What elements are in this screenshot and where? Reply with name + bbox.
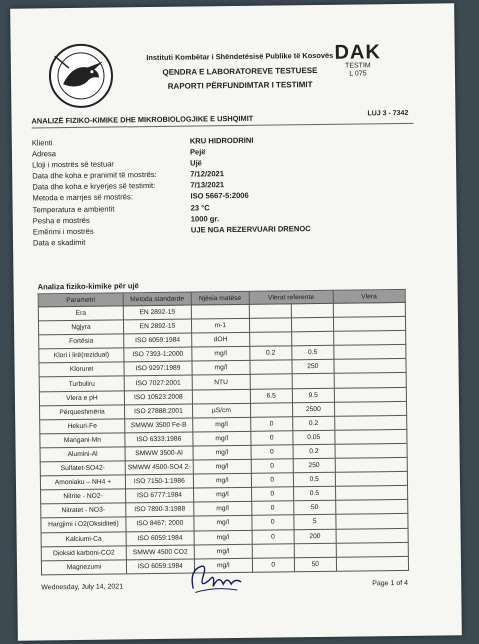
cell-method: ISO 6059:1984 — [124, 333, 192, 348]
cell-value — [335, 472, 407, 487]
cell-ref-max: 0.2 — [292, 416, 334, 431]
cell-method: SMWW 3500 Fe-B — [125, 418, 193, 433]
cell-unit — [192, 389, 250, 404]
cell-method: SMWW 4500-SO4 2- — [125, 460, 193, 475]
cell-parameter: Nitrite - NO2- — [41, 489, 126, 504]
cell-ref-min — [249, 304, 291, 319]
cell-ref-min: 0 — [252, 501, 294, 516]
cell-value — [334, 359, 406, 374]
cell-value — [334, 401, 406, 416]
cell-ref-max: 250 — [293, 458, 335, 473]
signature-icon — [185, 558, 245, 599]
footer-date: Wednesday, July 14, 2021 — [41, 583, 124, 592]
cell-method: EN 2892-15 — [123, 305, 191, 320]
cell-ref-max: 50 — [294, 557, 336, 572]
cell-method: ISO 10523:2008 — [124, 390, 192, 405]
cell-method: ISO 6059:1984 — [126, 531, 194, 546]
cell-method: ISO 7150-1:1986 — [125, 474, 193, 489]
cell-parameter: Klori i lirë(rezidual) — [39, 348, 124, 363]
cell-unit: mg/l — [192, 417, 250, 432]
info-key: Temperatura e ambientit — [32, 204, 115, 215]
header-method: Metoda standarde — [123, 292, 191, 306]
cell-ref-max: 0.2 — [293, 444, 335, 459]
cell-method: ISO 9297:1989 — [124, 361, 192, 376]
info-key: Data dhe koha e pranimit të mostrës: — [32, 170, 157, 181]
cell-parameter: Hekuri-Fe — [40, 419, 125, 434]
cell-unit: mg/l — [193, 431, 251, 446]
section-title: ANALIZË FIZIKO-KIMIKE DHE MIKROBIOLOGJIKE E USHQIMIT — [31, 113, 254, 126]
header-reference: Vlerat referente — [249, 290, 333, 304]
info-key: Data dhe koha e kryerjes së testimit: — [32, 181, 156, 192]
cell-ref-min: 0 — [252, 557, 294, 572]
dak-logo-sub2: L 075 — [349, 70, 367, 78]
cell-ref-max — [291, 317, 333, 332]
analysis-table — [38, 289, 409, 575]
cell-parameter: Ngjyra — [38, 320, 123, 335]
cell-unit: mg/l — [193, 445, 251, 460]
cell-ref-max: 0.5 — [293, 487, 335, 502]
info-value: UJE NGA REZERVUARI DRENOC — [190, 223, 311, 235]
info-value: ISO 5667-5:2006 — [190, 191, 249, 202]
cell-value — [333, 302, 405, 317]
dak-accreditation-logo — [331, 42, 385, 79]
cell-unit: dOH — [191, 333, 249, 348]
cell-parameter: Fortësia — [39, 334, 124, 349]
cell-method: EN 2892-15 — [123, 319, 191, 334]
info-key: Adresa — [31, 149, 57, 159]
lab-name: QENDRA E LABORATOREVE TESTUESE — [162, 65, 318, 77]
table-body — [38, 302, 408, 574]
cell-value — [336, 542, 408, 557]
cell-ref-min — [249, 318, 291, 333]
cell-unit: mg/l — [194, 516, 252, 531]
cell-value — [336, 528, 408, 543]
cell-parameter: Kalciumi-Ca — [41, 531, 126, 546]
cell-ref-min — [249, 332, 291, 347]
cell-ref-min: 0 — [251, 473, 293, 488]
cell-method: ISO 6333:1986 — [125, 432, 193, 447]
cell-ref-max: 2500 — [292, 402, 334, 417]
info-value: Pejë — [189, 147, 206, 157]
cell-unit — [191, 304, 249, 319]
cell-unit: mg/l — [192, 347, 250, 362]
institute-logo-icon — [47, 41, 116, 110]
cell-value — [336, 500, 408, 515]
report-page — [10, 3, 462, 640]
cell-value — [335, 443, 407, 458]
cell-parameter: Era — [38, 306, 123, 321]
cell-value — [336, 556, 408, 571]
cell-ref-max — [294, 543, 336, 558]
cell-value — [336, 514, 408, 529]
cell-value — [334, 415, 406, 430]
cell-method: ISO 7027:2001 — [124, 376, 192, 391]
reference-number: LUJ 3 - 7342 — [367, 109, 409, 118]
cell-value — [334, 387, 406, 402]
info-key: Pesha e mostrës — [32, 215, 90, 226]
cell-value — [335, 486, 407, 501]
cell-unit: mg/l — [194, 530, 252, 545]
cell-method: ISO 8467: 2000 — [126, 516, 194, 531]
cell-ref-max: 0.5 — [292, 346, 334, 361]
cell-unit: mg/l — [193, 459, 251, 474]
info-value: 23 °C — [190, 202, 210, 213]
header-unit: Njësia matëse — [191, 291, 249, 305]
cell-ref-min — [250, 360, 292, 375]
cell-parameter: Hargjimi i O2(Oksiditeti) — [41, 517, 126, 532]
cell-ref-min: 0 — [251, 445, 293, 460]
cell-value — [334, 373, 406, 388]
cell-ref-max: 250 — [292, 360, 334, 375]
info-key: Lloji i mostrës së testuar — [32, 159, 114, 170]
cell-ref-max: 50 — [294, 501, 336, 516]
cell-ref-min: 0 — [252, 515, 294, 530]
cell-unit: NTU — [192, 375, 250, 390]
sample-info — [31, 135, 311, 249]
cell-ref-min: 0 — [251, 431, 293, 446]
cell-parameter: Kloruret — [39, 362, 124, 377]
cell-unit: mg/l — [194, 502, 252, 517]
table-title: Analiza fiziko-kimike për ujë — [37, 281, 139, 292]
header-value: Vlera — [333, 289, 405, 303]
cell-unit: mg/l — [194, 558, 252, 573]
cell-value — [333, 331, 405, 346]
cell-unit: mg/l — [193, 488, 251, 503]
cell-parameter: Sulfatet-SO42- — [40, 461, 125, 476]
cell-ref-min — [252, 543, 294, 558]
cell-method: ISO 6777:1984 — [126, 488, 194, 503]
cell-ref-max: 0.05 — [293, 430, 335, 445]
info-key: Data e skadimit — [32, 237, 86, 248]
cell-method: ISO 7393-1:2000 — [124, 347, 192, 362]
info-key: Emërimi i mostrës — [32, 226, 94, 237]
cell-unit: mg/l — [193, 473, 251, 488]
cell-unit: m-1 — [191, 318, 249, 333]
cell-value — [335, 457, 407, 472]
info-value: Ujë — [190, 158, 202, 168]
cell-ref-max — [291, 303, 333, 318]
cell-unit: mg/l — [192, 361, 250, 376]
cell-unit: µS/cm — [192, 403, 250, 418]
cell-parameter: Vlera e pH — [39, 390, 124, 405]
cell-ref-min: 6.5 — [250, 388, 292, 403]
cell-ref-max: 200 — [294, 529, 336, 544]
cell-ref-min: 0 — [251, 487, 293, 502]
cell-parameter: Turbuliru — [39, 376, 124, 391]
header-parameter: Parametri — [38, 293, 123, 307]
cell-ref-min — [250, 374, 292, 389]
cell-parameter: Magnezumi — [41, 560, 126, 575]
cell-method: SMWW 4500 CO2 — [126, 545, 194, 560]
info-value: 7/13/2021 — [190, 180, 225, 190]
dak-logo-sub1: TESTIM — [344, 62, 371, 70]
dak-logo-text: DAK — [334, 41, 382, 64]
info-key: Klienti — [31, 138, 53, 148]
cell-method: ISO 27888:2001 — [124, 404, 192, 419]
cell-parameter: Nitratet - NO3- — [41, 503, 126, 518]
cell-method: ISO 7890-3:1988 — [126, 502, 194, 517]
cell-parameter: Amoniaku – NH4 + — [40, 475, 125, 490]
cell-method: SMWW 3500-Al — [125, 446, 193, 461]
info-key: Metoda e marrjes së mostrës: — [32, 192, 133, 203]
cell-unit: mg/l — [194, 544, 252, 559]
cell-ref-min: 0 — [252, 529, 294, 544]
cell-parameter: Dioksid karboni-CO2 — [41, 545, 126, 560]
footer-page: Page 1 of 4 — [372, 579, 409, 588]
cell-ref-min: 0 — [251, 459, 293, 474]
info-value: 7/12/2021 — [190, 169, 225, 179]
cell-ref-max — [291, 331, 333, 346]
institute-name: Instituti Kombëtar i Shëndetësisë Publike të Kosovës — [146, 50, 334, 63]
cell-parameter: Përqueshmëria — [40, 405, 125, 420]
cell-parameter: Mangani-Mn — [40, 433, 125, 448]
info-value: KRU HIDRODRINI — [189, 135, 254, 146]
cell-ref-min — [250, 402, 292, 417]
cell-parameter: Alumini-Al — [40, 447, 125, 462]
cell-ref-min: 0.2 — [250, 346, 292, 361]
cell-ref-max — [292, 374, 334, 389]
cell-ref-min: 0 — [250, 417, 292, 432]
info-value: 1000 gr. — [190, 213, 220, 224]
cell-value — [334, 345, 406, 360]
cell-ref-max: 0.5 — [293, 472, 335, 487]
cell-value — [335, 429, 407, 444]
cell-value — [333, 317, 405, 332]
cell-method: ISO 6059:1984 — [126, 559, 194, 574]
cell-ref-max: 9.5 — [292, 388, 334, 403]
cell-ref-max: 5 — [294, 515, 336, 530]
report-title: RAPORTI PËRFUNDIMTAR I TESTIMIT — [167, 80, 313, 91]
